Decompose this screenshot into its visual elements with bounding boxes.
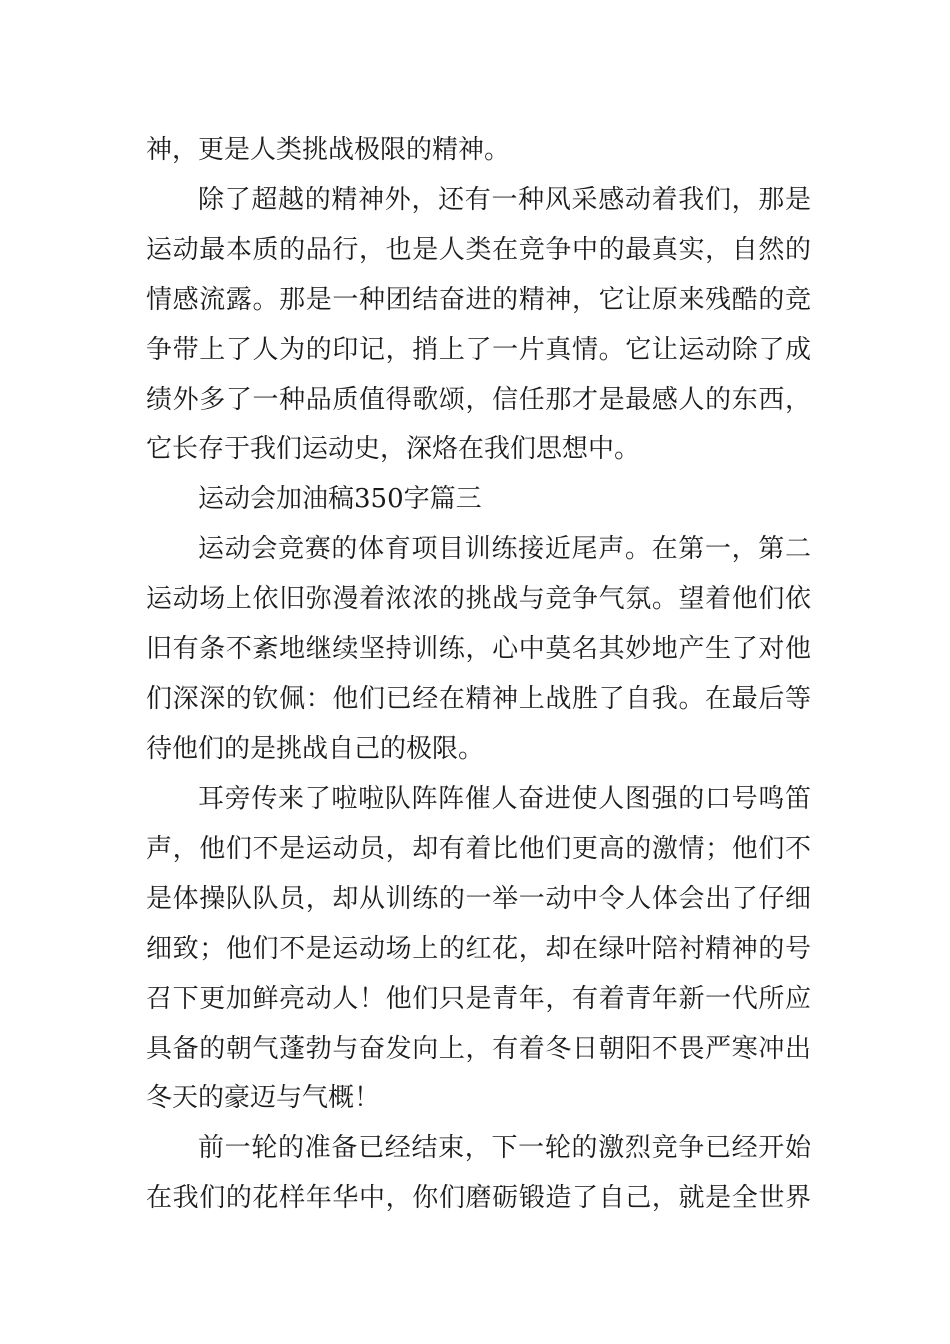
text-line: 们深深的钦佩：他们已经在精神上战胜了自我。在最后等: [146, 684, 811, 714]
text-line: 神，更是人类挑战极限的精神。: [146, 135, 511, 165]
paragraph-first-line: 耳旁传来了啦啦队阵阵催人奋进使人图强的口号鸣笛: [198, 784, 811, 814]
text-line: 具备的朝气蓬勃与奋发向上，有着冬日朝阳不畏严寒冲出: [146, 1034, 811, 1064]
text-line: 声，他们不是运动员，却有着比他们更高的激情；他们不: [146, 834, 811, 864]
text-line: 细致；他们不是运动场上的红花，却在绿叶陪衬精神的号: [146, 934, 811, 964]
paragraph-first-line: 前一轮的准备已经结束，下一轮的激烈竞争已经开始: [198, 1133, 811, 1163]
text-line: 冬天的豪迈与气概！: [146, 1083, 381, 1113]
section-heading: 运动会加油稿350字篇三: [198, 484, 482, 514]
text-line: 是体操队队员，却从训练的一举一动中令人体会出了仔细: [146, 884, 811, 914]
text-line: 情感流露。那是一种团结奋进的精神，它让原来残酷的竞: [146, 285, 811, 315]
paragraph-first-line: 除了超越的精神外，还有一种风采感动着我们，那是: [198, 185, 811, 215]
text-line: 在我们的花样年华中，你们磨砺锻造了自己，就是全世界: [146, 1183, 811, 1213]
text-line: 运动场上依旧弥漫着浓浓的挑战与竞争气氛。望着他们依: [146, 584, 811, 614]
text-line: 待他们的是挑战自己的极限。: [146, 734, 485, 764]
text-line: 它长存于我们运动史，深烙在我们思想中。: [146, 434, 641, 464]
text-line: 召下更加鲜亮动人！他们只是青年，有着青年新一代所应: [146, 984, 811, 1014]
text-line: 旧有条不紊地继续坚持训练，心中莫名其妙地产生了对他: [146, 634, 811, 664]
text-line: 绩外多了一种品质值得歌颂，信任那才是最感人的东西，: [146, 385, 811, 415]
paragraph-first-line: 运动会竞赛的体育项目训练接近尾声。在第一，第二: [198, 534, 811, 564]
text-line: 运动最本质的品行，也是人类在竞争中的最真实，自然的: [146, 235, 811, 265]
text-line: 争带上了人为的印记，捎上了一片真情。它让运动除了成: [146, 335, 811, 365]
